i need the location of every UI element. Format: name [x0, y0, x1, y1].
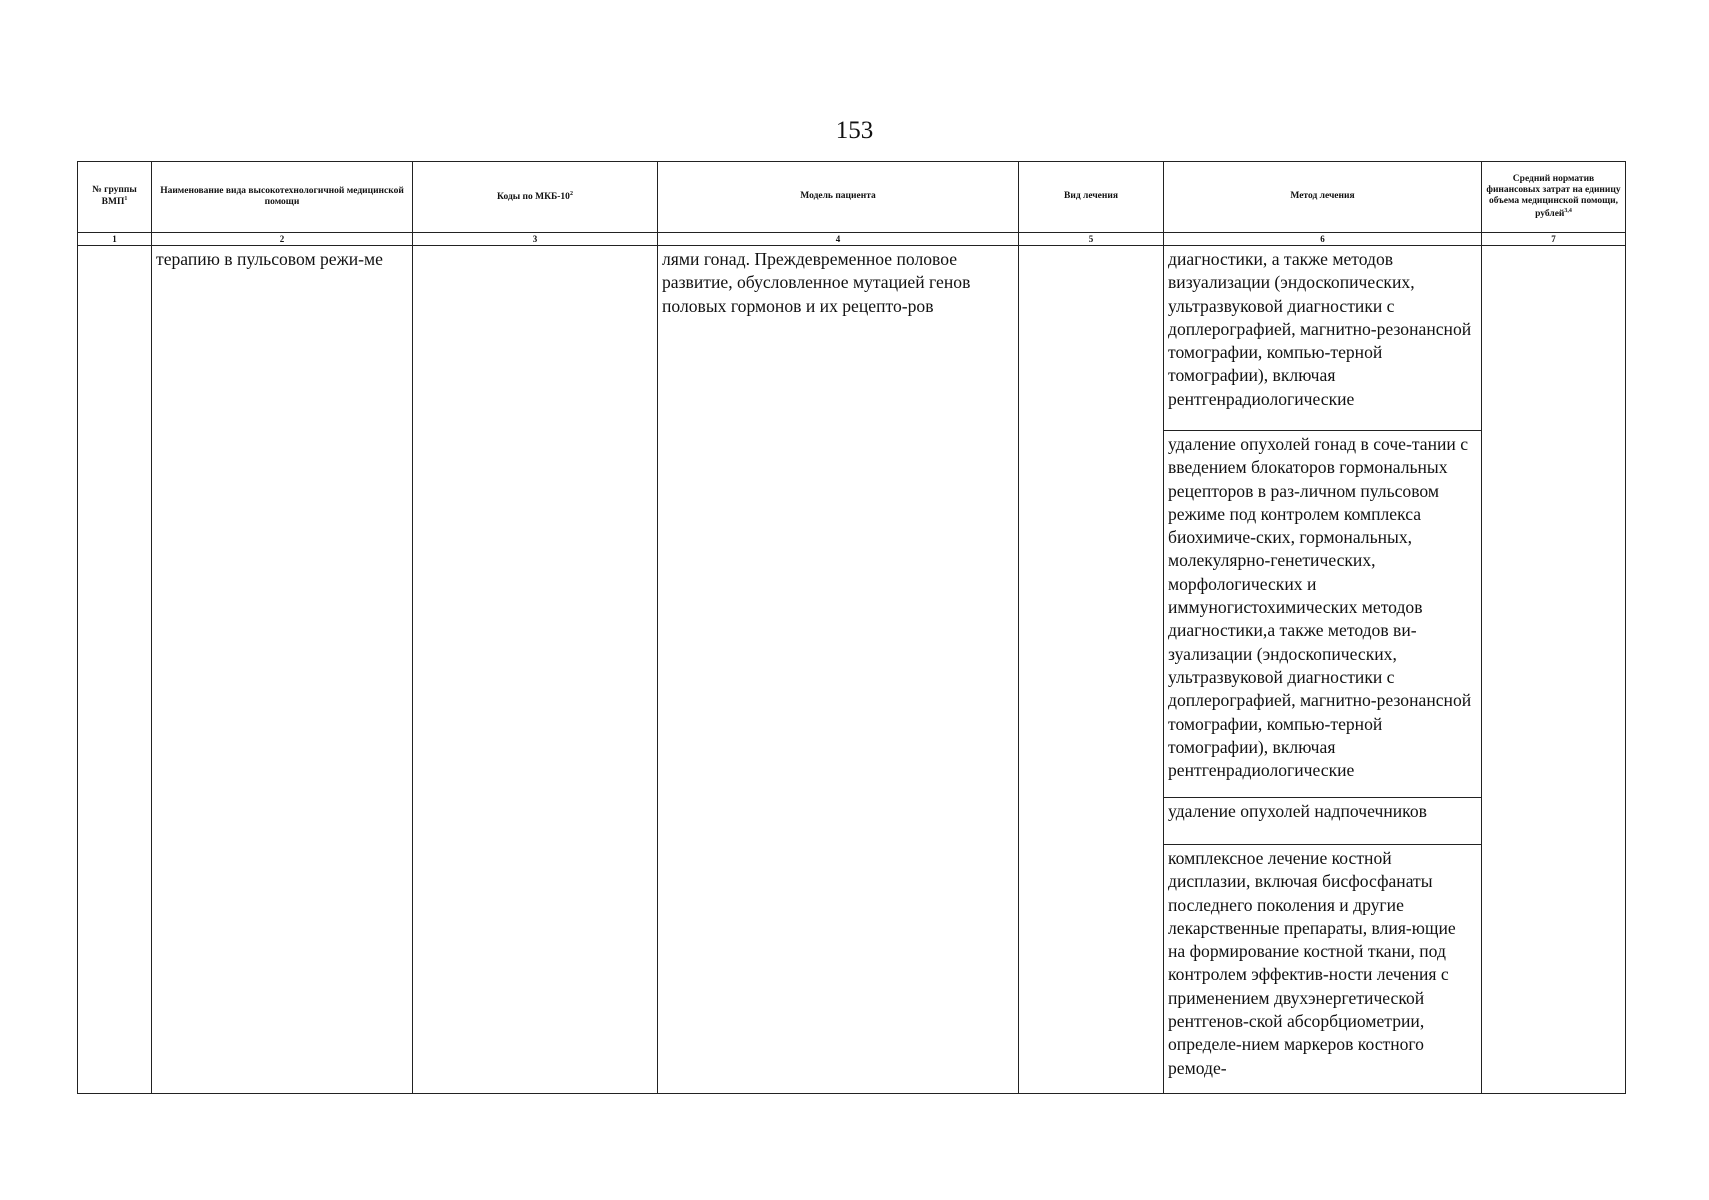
method-item: диагностики, а также методов визуализации (эндоскопических, ультразвуковой диагностики с доплерографией, магнитно-резонансной томографии, компью-терной томографии), включая рентгенрадиологические: [1164, 246, 1481, 431]
cell-treatment-type: [1019, 246, 1164, 1094]
header-patient-model: Модель пациента: [658, 162, 1019, 233]
table-row: [78, 246, 1626, 1094]
column-number: 2: [152, 233, 413, 246]
column-number: 6: [1164, 233, 1482, 246]
header-row: [78, 162, 1626, 233]
header-care-type-name: Наименование вида высокотехнологичной медицинской помощи: [152, 162, 413, 233]
column-number: 5: [1019, 233, 1164, 246]
header-group-number: № группы ВМП$^1$: [78, 162, 152, 233]
method-item: комплексное лечение костной дисплазии, включая бисфосфанаты последнего поколения и другие лекарственные препараты, влия-ющие на формирование костной ткани, под контролем эффектив-ности лечения с применением двухэнергетической рентгенов-ской абсорбциометрии, определе-нием маркеров костного ремоде-: [1168, 848, 1456, 1078]
header-treatment-method: Метод лечения: [1164, 162, 1482, 233]
column-number: 1: [78, 233, 152, 246]
services-table: [77, 161, 1625, 1094]
cell-icd-codes: [413, 246, 658, 1094]
cell-treatment-methods: [1164, 246, 1482, 1094]
column-number: 4: [658, 233, 1019, 246]
cell-average-cost: [1482, 246, 1626, 1094]
method-item: удаление опухолей надпочечников: [1164, 798, 1481, 845]
cell-care-type-name: терапию в пульсовом режи-ме: [152, 246, 413, 1094]
method-item: удаление опухолей гонад в соче-тании с введением блокаторов гормональных рецепторов в раз-личном пульсовом режиме под контролем комплекса биохимиче-ских, гормональных, молекулярно-генетических, морфологических и иммуногистохимических методов диагностики,а также методов ви-зуализации (эндоскопических, ультразвуковой диагностики с доплерографией, магнитно-резонансной томографии, компью-терной томографии), включая рентгенрадиологические: [1164, 431, 1481, 798]
cell-group-number: [78, 246, 152, 1094]
header-average-cost: Средний норматив финансовых затрат на единицу объема медицинской помощи, рублей$^{3,4}$: [1482, 162, 1626, 233]
header-icd-codes: Коды по МКБ-$10^2$: [413, 162, 658, 233]
cell-patient-model: лями гонад. Преждевременное половое развитие, обусловленное мутацией генов половых гормонов и их рецепто-ров: [658, 246, 1019, 1094]
page-number: 153: [835, 117, 874, 144]
column-number: 7: [1482, 233, 1626, 246]
services-table-grid: [77, 161, 1626, 1094]
column-number: 3: [413, 233, 658, 246]
column-number-row: [78, 233, 1626, 246]
header-treatment-type: Вид лечения: [1019, 162, 1164, 233]
